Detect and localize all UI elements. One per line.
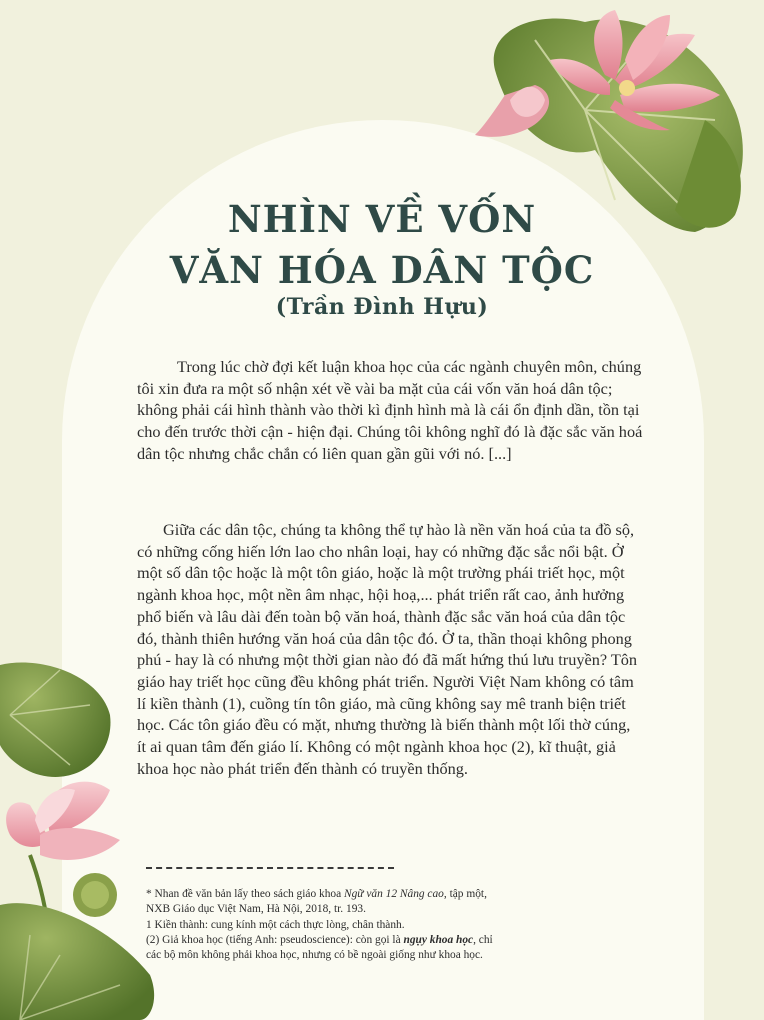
footnote-term: ngụy khoa học [403,933,474,946]
footnote-divider [146,867,394,869]
paragraph-2: Giữa các dân tộc, chúng ta không thể tự hào là nền văn hoá của ta đồ sộ, có những cống hiến lớn lao cho nhân loại, hay có những đặc sắc nổi bật. Ở một số dân tộc hoặc là một tôn giáo, hoặc là một trường phái triết học, một ngành khoa học, một nền âm nhạc, hội hoạ,... phát triển rất cao, ảnh hưởng phổ biến và lâu dài đến toàn bộ văn hoá, thành đặc sắc văn hoá của dân tộc đó, thành thiên hướng văn hoá của dân tộc đó. Ở ta, thần thoại không phong phú - hay là có nhưng một thời gian nào đó đã mất hứng thú lưu truyền? Tôn giáo hay triết học cũng đều không phát triển. Người Việt Nam không có tâm lí kiền thành (1), cuồng tín tôn giáo, mà cũng không say mê tranh biện triết học. Các tôn giáo đều có mặt, nhưng thường là biến thành một lối thờ cúng, ít ai quan tâm đến giáo lí. Không có một ngành khoa học (2), kĩ thuật, giả khoa học nào phát triển đến thành có truyền thống. [137,520,638,778]
author: (Trần Đình Hựu) [275,294,489,320]
footnote-text: , tập một, [443,888,487,900]
footnote-text: * Nhan đề văn bản lấy theo sách giáo khoa [146,888,345,900]
paragraph-1: Trong lúc chờ đợi kết luận khoa học của các ngành chuyên môn, chúng tôi xin đưa ra một số nhận xét về vài ba mặt của cái vốn văn hoá dân tộc; không phải cái hình thành vào thời kì định hình mà là cái ổn định dần, tồn tại cho đến trước thời cận - hiện đại. Chúng tôi không nghĩ đó là đặc sắc văn hoá dân tộc nhưng chắc chắn có liên quan gần gũi với nó. [...] [137,357,643,463]
footnote-text: (2) Giả khoa học (tiếng Anh: pseudoscience): còn gọi là [146,933,404,946]
title-line-1: NHÌN VỀ VỐN [227,197,537,241]
footnote-2 [146,933,666,948]
footnote-title-source [146,887,666,902]
title-line-2: VĂN HÓA DÂN TỘC [169,248,595,292]
lotus-decoration-bottom-left [0,655,160,1020]
footnote-book-title: Ngữ văn 12 Nâng cao [344,888,444,900]
footnotes [146,887,666,963]
footnote-title-source-line2: NXB Giáo dục Việt Nam, Hà Nội, 2018, tr. 193. [146,903,366,916]
footnote-text: , chỉ [473,933,493,946]
footnote-1: 1 Kiền thành: cung kính một cách thực lòng, chân thành. [146,918,405,931]
footnote-2-line2: các bộ môn không phải khoa học, nhưng có bề ngoài giống như khoa học. [146,949,483,962]
